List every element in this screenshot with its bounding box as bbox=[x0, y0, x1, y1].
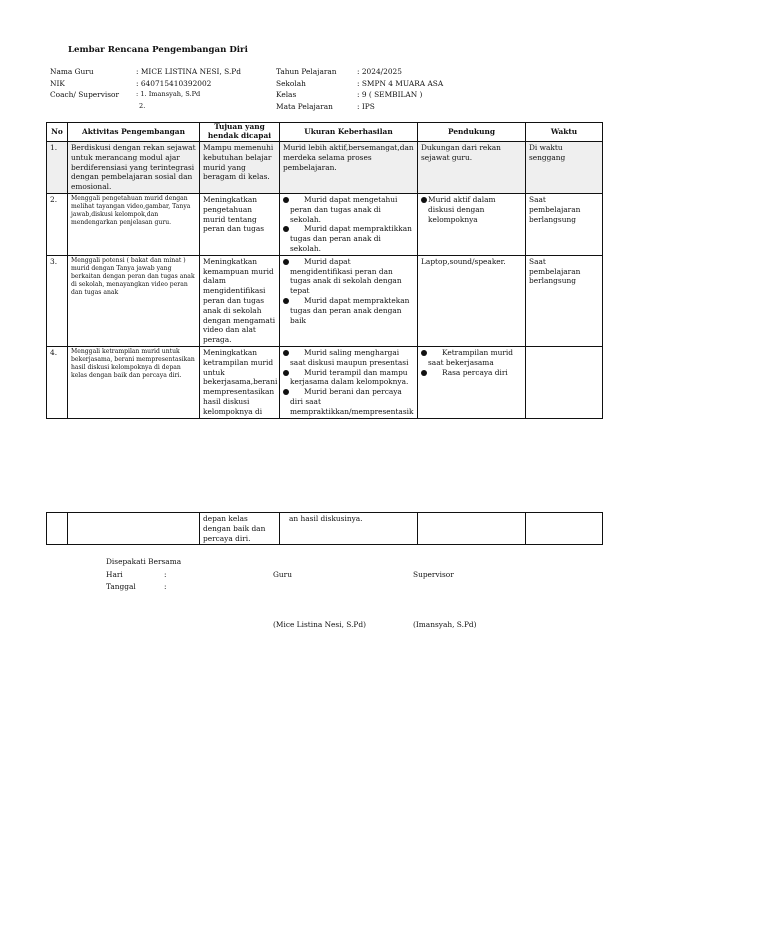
label-nama-guru: Nama Guru bbox=[50, 67, 94, 76]
list-item bbox=[283, 257, 414, 296]
ukuran-text: Murid dapat mempraktikkan tugas dan peran anak di sekolah. bbox=[290, 224, 412, 253]
cell-aktivitas: Berdiskusi dengan rekan sejawat untuk merancang modul ajar berdiferensiasi yang terintegrasi dengan pembelajaran sosial dan emosional. bbox=[68, 142, 200, 194]
list-item bbox=[421, 368, 522, 378]
cell-no: 4. bbox=[47, 346, 68, 418]
page-title: Lembar Rencana Pengembangan Diri bbox=[68, 45, 248, 55]
list-item bbox=[283, 224, 414, 253]
list-item bbox=[283, 387, 414, 416]
cell-ukuran bbox=[280, 193, 418, 255]
cell-no: 3. bbox=[47, 255, 68, 346]
table-row bbox=[47, 513, 603, 545]
development-plan-table bbox=[46, 122, 603, 419]
table-row bbox=[47, 255, 603, 346]
cell-waktu: Di waktu senggang bbox=[526, 142, 603, 194]
header-aktivitas: Aktivitas Pengembangan bbox=[68, 123, 200, 142]
cell-tujuan: Mampu memenuhi kebutuhan belajar murid yang beragam di kelas. bbox=[200, 142, 280, 194]
guru-label: Guru bbox=[273, 570, 292, 579]
day-label: Hari bbox=[106, 570, 123, 579]
cell-pendukung: Dukungan dari rekan sejawat guru. bbox=[418, 142, 526, 194]
label-mapel: Mata Pelajaran bbox=[276, 101, 333, 111]
info-right-labels bbox=[276, 66, 337, 112]
header-ukuran: Ukuran Keberhasilan bbox=[280, 123, 418, 142]
value-kelas: : 9 ( SEMBILAN ) bbox=[357, 90, 423, 99]
ukuran-text: Murid dapat mempraktekan tugas dan peran anak dengan baik bbox=[290, 295, 410, 325]
cell-tujuan: Meningkatkan pengetahuan murid tentang peran dan tugas bbox=[200, 193, 280, 255]
list-item bbox=[283, 195, 414, 224]
value-tahun: : 2024/2025 bbox=[357, 67, 402, 76]
cell-aktivitas: Menggali potensi ( bakat dan minat ) murid dengan Tanya jawab yang berkaitan dengan peran dan tugas anak di sekolah, menayangkan video peran dan tugas anak bbox=[68, 255, 200, 346]
cell-aktivitas bbox=[68, 513, 200, 545]
ukuran-text: Murid dapat mengidentifikasi peran dan tugas anak di sekolah dengan tepat bbox=[290, 256, 402, 296]
agreed-label: Disepakati Bersama bbox=[106, 557, 182, 566]
label-coach: Coach/ Supervisor bbox=[50, 90, 120, 99]
header-pendukung: Pendukung bbox=[418, 123, 526, 142]
header-tujuan: Tujuan yang hendak dicapai bbox=[200, 123, 280, 142]
cell-ukuran bbox=[280, 255, 418, 346]
cell-no bbox=[47, 513, 68, 545]
value-nama-guru: : MICE LISTINA NESI, S.Pd bbox=[136, 67, 242, 76]
value-coach: : 1. Imansyah, S.Pd bbox=[136, 90, 201, 98]
table-header-row bbox=[47, 123, 603, 142]
header-no: No bbox=[47, 123, 68, 142]
value-sekolah: : SMPN 4 MUARA ASA bbox=[357, 78, 444, 88]
list-item bbox=[421, 195, 522, 224]
pendukung-text: Murid aktif dalam diskusi dengan kelompoknya bbox=[428, 194, 496, 224]
cell-ukuran bbox=[280, 346, 418, 418]
label-tahun: Tahun Pelajaran bbox=[276, 67, 337, 76]
info-left-values bbox=[136, 66, 241, 112]
pendukung-text: Ketrampilan murid saat bekerjasama bbox=[428, 347, 513, 367]
cell-pendukung bbox=[418, 513, 526, 545]
table-row bbox=[47, 346, 603, 418]
info-right-values bbox=[357, 66, 443, 112]
value-nik: : 640715410392002 bbox=[136, 78, 212, 88]
cell-ukuran: an hasil diskusinya. bbox=[280, 513, 418, 545]
date-label: Tanggal bbox=[106, 582, 136, 591]
cell-waktu: Saat pembelajaran berlangsung bbox=[526, 193, 603, 255]
label-kelas: Kelas bbox=[276, 90, 297, 99]
cell-aktivitas: Menggali pengetahuan murid dengan melihat tayangan video,gambar, Tanya jawab,diskusi kelompok,dan mendengarkan penjelasan guru. bbox=[68, 193, 200, 255]
guru-name: (Mice Listina Nesi, S.Pd) bbox=[273, 620, 367, 629]
pendukung-text: Rasa percaya diri bbox=[442, 367, 508, 377]
ukuran-text: Murid terampil dan mampu kerjasama dalam kelompoknya. bbox=[290, 367, 409, 387]
cell-no: 1. bbox=[47, 142, 68, 194]
ukuran-text: Murid saling menghargai saat diskusi maupun presentasi bbox=[290, 347, 409, 367]
cell-waktu: Saat pembelajaran berlangsung bbox=[526, 255, 603, 346]
cell-no: 2. bbox=[47, 193, 68, 255]
development-plan-table-continued bbox=[46, 512, 603, 545]
list-item bbox=[283, 348, 414, 368]
table-row bbox=[47, 142, 603, 194]
info-left-labels bbox=[50, 66, 119, 101]
cell-pendukung bbox=[418, 193, 526, 255]
cell-pendukung: Laptop,sound/speaker. bbox=[418, 255, 526, 346]
header-waktu: Waktu bbox=[526, 123, 603, 142]
ukuran-text: Murid dapat mengetahui peran dan tugas anak di sekolah. bbox=[290, 194, 398, 224]
ukuran-text: Murid berani dan percaya diri saat mempraktikkan/mempresentasik bbox=[290, 387, 414, 416]
date-colon: : bbox=[164, 582, 167, 591]
cell-waktu bbox=[526, 513, 603, 545]
label-nik: NIK bbox=[50, 78, 65, 88]
cell-tujuan: Meningkatkan kemampuan murid dalam mengidentifikasi peran dan tugas anak di sekolah dengan mengamati video dan alat peraga. bbox=[200, 255, 280, 346]
supervisor-label: Supervisor bbox=[413, 570, 454, 579]
supervisor-name: (Imansyah, S.Pd) bbox=[413, 620, 477, 629]
cell-tujuan: Meningkatkan ketrampilan murid untuk bekerjasama,berani mempresentasikan hasil diskusi kelompoknya di bbox=[200, 346, 280, 418]
cell-aktivitas: Menggali ketrampilan murid untuk bekerjasama, berani mempresentasikan hasil diskusi kelompoknya di depan kelas dengan baik dan percaya diri. bbox=[68, 346, 200, 418]
label-sekolah: Sekolah bbox=[276, 78, 306, 88]
cell-waktu bbox=[526, 346, 603, 418]
day-colon: : bbox=[164, 570, 167, 579]
value-mapel: : IPS bbox=[357, 101, 375, 111]
cell-tujuan: depan kelas dengan baik dan percaya diri. bbox=[200, 513, 280, 545]
cell-ukuran: Murid lebih aktif,bersemangat,dan merdeka selama proses pembelajaran. bbox=[280, 142, 418, 194]
list-item bbox=[283, 296, 414, 325]
list-item bbox=[283, 368, 414, 388]
table-row bbox=[47, 193, 603, 255]
list-item bbox=[421, 348, 522, 368]
cell-pendukung bbox=[418, 346, 526, 418]
value-coach-2: 2. bbox=[139, 101, 146, 110]
